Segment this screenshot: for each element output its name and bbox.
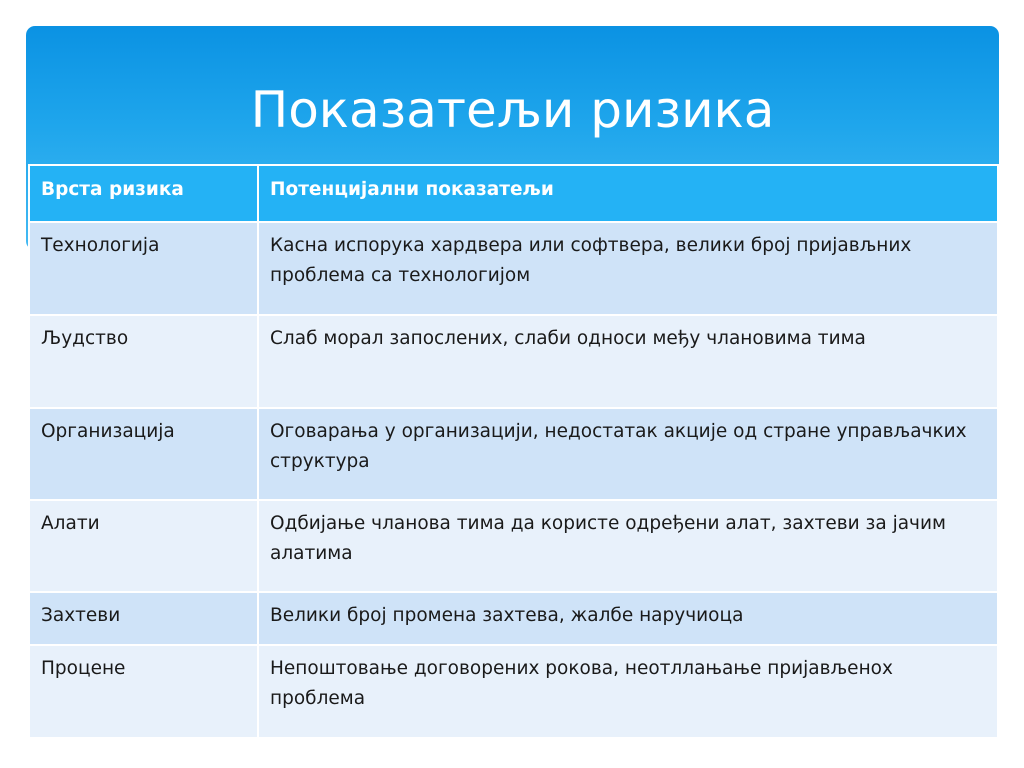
risk-type-cell: Алати [29, 500, 258, 592]
table-row [29, 645, 998, 738]
column-header-indicators: Потенцијални показатељи [258, 165, 998, 222]
indicators-cell: Одбијање чланова тима да користе одређени алат, захтеви за јачим алатима [258, 500, 998, 592]
table-row [29, 222, 998, 315]
risk-type-cell: Људство [29, 315, 258, 408]
column-header-risk-type: Врста ризика [29, 165, 258, 222]
risk-type-cell: Захтеви [29, 592, 258, 645]
slide-title: Показатељи ризика [250, 81, 775, 139]
table-header-row [29, 165, 998, 222]
risk-type-cell: Технологија [29, 222, 258, 315]
indicators-cell: Непоштовање договорених рокова, неотллањање пријављеноx проблема [258, 645, 998, 738]
indicators-cell: Оговарања у организацији, недостатак акције од стране управљачких структура [258, 408, 998, 500]
indicators-cell: Велики број промена захтева, жалбе наручиоца [258, 592, 998, 645]
risk-type-cell: Процене [29, 645, 258, 738]
table-row [29, 408, 998, 500]
risk-indicators-table [28, 164, 999, 739]
indicators-cell: Касна испорука хардвера или софтвера, велики број пријављних проблема са технологијом [258, 222, 998, 315]
risk-type-cell: Организација [29, 408, 258, 500]
table-row [29, 500, 998, 592]
table-row [29, 592, 998, 645]
indicators-cell: Слаб морал запослених, слаби односи међу члановима тима [258, 315, 998, 408]
table-row [29, 315, 998, 408]
